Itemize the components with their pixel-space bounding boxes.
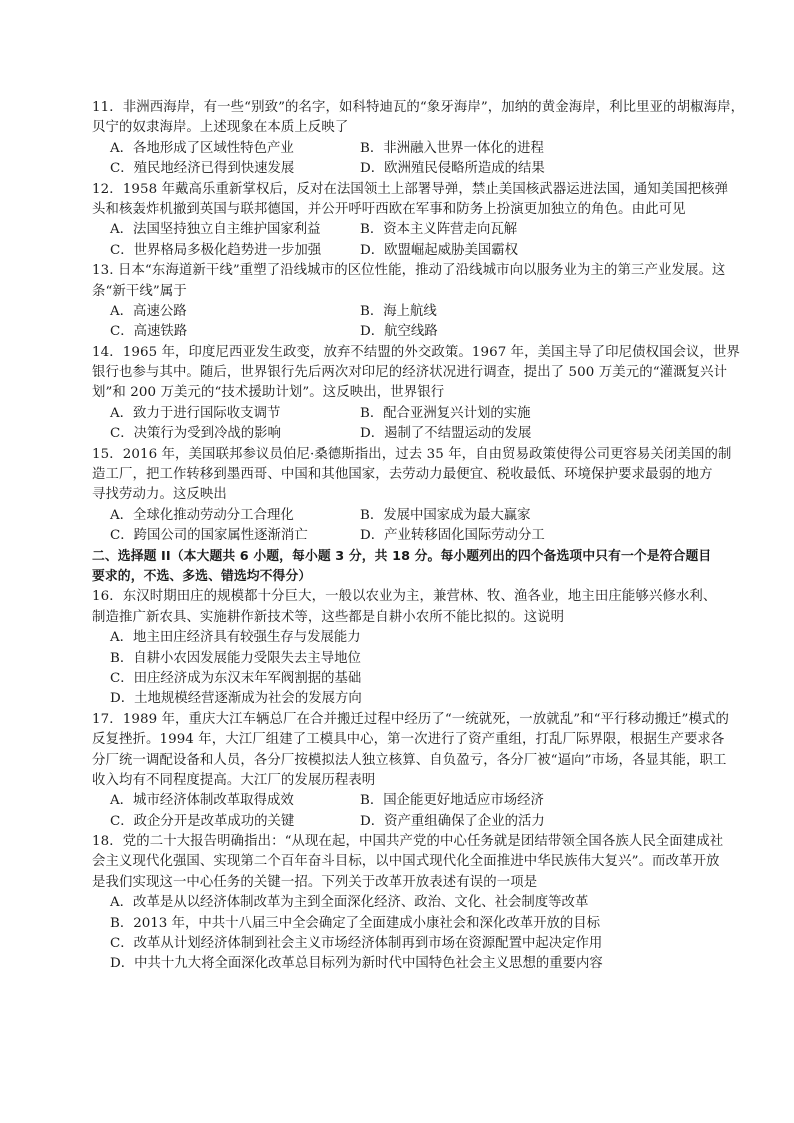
question-12-stem-line-1: 12．1958 年戴高乐重新掌权后，反对在法国领土上部署导弹，禁止美国核武器运进法国，通知美国把核弹	[92, 181, 729, 197]
question-12-option-d[interactable]: D．欧盟崛起威胁美国霸权	[360, 242, 519, 258]
question-15-option-d[interactable]: D．产业转移固化国际劳动分工	[360, 528, 545, 544]
question-12-option-a[interactable]: A．法国坚持独立自主维护国家利益	[110, 222, 321, 238]
question-15	[92, 445, 732, 547]
question-14-stem-line-2: 银行也参与其中。随后，世界银行先后两次对印尼的经济状况进行调查，提出了 500 万美元的“灌溉复兴计	[92, 365, 728, 381]
question-17-stem-line-4: 收入均有不同程度提高。大江厂的发展历程表明	[92, 772, 376, 788]
question-18-stem-line-3: 是我们实现这一中心任务的关键一招。下列关于改革开放表述有误的一项是	[92, 874, 538, 890]
question-14-option-a[interactable]: A．致力于进行国际收支调节	[110, 405, 281, 421]
question-17-option-b[interactable]: B．国企能更好地适应市场经济	[360, 793, 544, 809]
question-13-option-b[interactable]: B．海上航线	[360, 303, 437, 319]
question-12-option-c[interactable]: C．世界格局多极化趋势进一步加强	[110, 242, 322, 258]
question-13	[92, 261, 732, 343]
question-13-option-d[interactable]: D．航空线路	[360, 324, 438, 340]
question-17-stem-line-3: 分厂统一调配设备和人员，各分厂按模拟法人独立核算、自负盈亏，各分厂被“逼向”市场，各显其能，职工	[92, 752, 727, 768]
question-15-options-row-2	[92, 526, 732, 546]
question-14	[92, 343, 741, 445]
question-13-options-row-2	[92, 322, 732, 342]
question-17-stem-line-1: 17．1989 年，重庆大江车辆总厂在合并搬迁过程中经历了“一统就死，一放就乱”和“平行移动搬迁”模式的	[92, 711, 729, 727]
question-block	[92, 98, 745, 975]
question-12-options-row-2	[92, 241, 732, 261]
question-11-option-c[interactable]: C．殖民地经济已得到快速发展	[110, 161, 295, 177]
question-15-option-b[interactable]: B．发展中国家成为最大赢家	[360, 507, 531, 523]
question-16-stem-line-2: 制造推广新农具、实施耕作新技术等，这些都是自耕小农所不能比拟的。这说明	[92, 609, 565, 625]
question-12-stem-line-2: 头和核轰炸机撤到英国与联邦德国，并公开呼吁西欧在军事和防务上扮演更加独立的角色。由此可见	[92, 201, 686, 217]
question-16-option-c[interactable]: C．田庄经济成为东汉末年军阀割据的基础	[110, 670, 362, 686]
question-11	[92, 98, 745, 180]
section-2-header-line-2: 要求的，不选、多选、错选均不得分）	[92, 568, 312, 584]
question-15-option-c[interactable]: C．跨国公司的国家属性逐渐消亡	[110, 528, 308, 544]
question-15-stem-line-2: 造工厂，把工作转移到墨西哥、中国和其他国家，去劳动力最便宜、税收最低、环境保护要求最弱的地方	[92, 467, 713, 483]
question-14-stem-line-1: 14．1965 年，印度尼西亚发生政变，放弃不结盟的外交政策。1967 年，美国主导了印尼债权国会议，世界	[92, 344, 741, 360]
question-13-stem-line-1: 13. 日本“东海道新干线”重塑了沿线城市的区位性能，推动了沿线城市向以服务业为主的第三产业发展。这	[92, 263, 726, 279]
question-14-stem-line-3: 划”和 200 万美元的“技术援助计划”。这反映出，世界银行	[92, 385, 445, 401]
question-14-option-d[interactable]: D．遏制了不结盟运动的发展	[360, 426, 532, 442]
question-11-options-row-2	[92, 159, 732, 179]
question-17-stem-line-2: 反复挫折。1994 年，大江厂组建了工模具中心，第一次进行了资产重组，打乱厂际界限，根据生产要求各	[92, 732, 725, 748]
question-16-stem-line-1: 16．东汉时期田庄的规模都十分巨大，一般以农业为主，兼营林、牧、渔各业，地主田庄能够兴修水利、	[92, 589, 717, 605]
section-2-header-line-1: 二、选择题 II（本大题共 6 小题，每小题 3 分，共 18 分。每小题列出的四个备选项中只有一个是符合题目	[92, 548, 712, 564]
question-18-option-d[interactable]: D．中共十九大将全面深化改革总目标列为新时代中国特色社会主义思想的重要内容	[110, 956, 603, 972]
question-17-option-a[interactable]: A．城市经济体制改革取得成效	[110, 793, 294, 809]
question-17-option-d[interactable]: D．资产重组确保了企业的活力	[360, 813, 545, 829]
question-18-option-b[interactable]: B．2013 年，中共十八届三中全会确定了全面建成小康社会和深化改革开放的目标	[110, 915, 601, 931]
question-17	[92, 710, 732, 832]
question-16-option-b[interactable]: B．自耕小农因发展能力受限失去主导地位	[110, 650, 361, 666]
question-15-stem-line-3: 寻找劳动力。这反映出	[92, 487, 227, 503]
question-15-options-row-1	[92, 506, 732, 526]
question-12-option-b[interactable]: B．资本主义阵营走向瓦解	[360, 222, 518, 238]
question-13-stem-line-2: 条“新干线”属于	[92, 283, 187, 299]
question-11-stem-line-1: 11．非洲西海岸，有一些“别致”的名字，如科特迪瓦的“象牙海岸”，加纳的黄金海岸，利比里亚的胡椒海岸，	[92, 100, 745, 115]
question-13-option-a[interactable]: A．高速公路	[110, 303, 187, 319]
question-18-stem-line-1: 18．党的二十大报告明确指出：“从现在起，中国共产党的中心任务就是团结带领全国各族人民全面建成社	[92, 834, 724, 850]
question-18-stem-line-2: 会主义现代化强国、实现第二个百年奋斗目标，以中国式现代化全面推进中华民族伟大复兴”。而改革开放	[92, 854, 720, 870]
question-11-option-a[interactable]: A．各地形成了区域性特色产业	[110, 140, 294, 156]
question-14-option-c[interactable]: C．决策行为受到冷战的影响	[110, 426, 281, 442]
question-18-option-c[interactable]: C．改革从计划经济体制到社会主义市场经济体制再到市场在资源配置中起决定作用	[110, 936, 603, 952]
question-13-option-c[interactable]: C．高速铁路	[110, 324, 188, 340]
question-11-options-row-1	[92, 139, 732, 159]
question-15-stem-line-1: 15．2016 年，美国联邦参议员伯尼·桑德斯指出，过去 35 年，自由贸易政策使得公司更容易关闭美国的制	[92, 446, 732, 462]
question-11-option-d[interactable]: D．欧洲殖民侵略所造成的结果	[360, 161, 545, 177]
section-2-header	[92, 547, 732, 588]
question-17-options-row-1	[92, 791, 732, 811]
question-14-option-b[interactable]: B．配合亚洲复兴计划的实施	[360, 405, 531, 421]
question-14-options-row-2	[92, 424, 732, 444]
question-18	[92, 832, 732, 975]
question-16	[92, 587, 732, 709]
question-16-option-d[interactable]: D．土地规模经营逐渐成为社会的发展方向	[110, 691, 362, 707]
question-12	[92, 180, 732, 262]
question-14-options-row-1	[92, 404, 732, 424]
question-16-option-a[interactable]: A．地主田庄经济具有较强生存与发展能力	[110, 630, 361, 646]
question-18-option-a[interactable]: A．改革是从以经济体制改革为主到全面深化经济、政治、文化、社会制度等改革	[110, 895, 589, 911]
question-11-stem-line-2: 贝宁的奴隶海岸。上述现象在本质上反映了	[92, 120, 349, 136]
question-11-option-b[interactable]: B．非洲融入世界一体化的进程	[360, 140, 544, 156]
question-12-options-row-1	[92, 220, 732, 240]
question-17-option-c[interactable]: C．政企分开是改革成功的关键	[110, 813, 295, 829]
question-15-option-a[interactable]: A．全球化推动劳动分工合理化	[110, 507, 294, 523]
question-17-options-row-2	[92, 812, 732, 832]
question-13-options-row-1	[92, 302, 732, 322]
